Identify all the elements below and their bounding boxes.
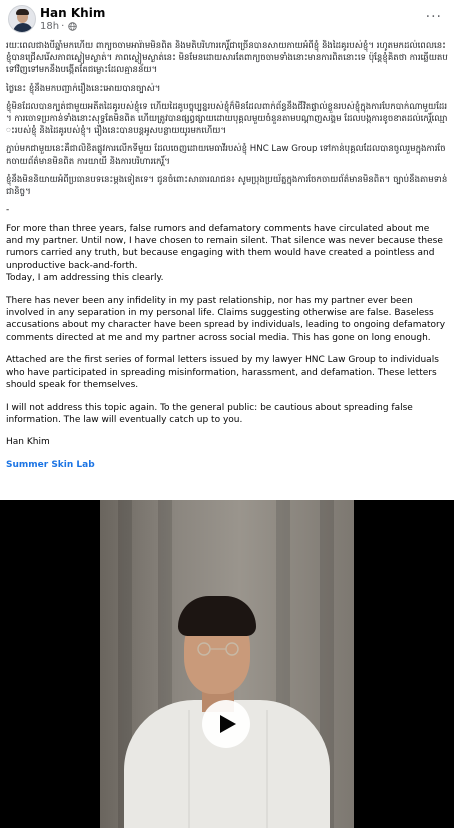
post-body [6, 40, 448, 481]
separator-dash: - [6, 205, 10, 216]
video-frame [100, 500, 354, 828]
english-line: Today, I am addressing this clearly. [6, 273, 164, 284]
khmer-paragraph: ខ្ញុំនឹងមិននិយាយអំពីប្រធានបទនេះម្តងទៀតទេ។ ជូនចំពោះសាធារណជន៖ សូមប្រុងប្រយ័ត្នក្នុងការចែកចាយព័ត៌មានមិនពិត។ ច្បាប់នឹងតាមទាន់ជានិច្ច។ [6, 174, 448, 198]
english-paragraph [6, 223, 448, 285]
english-line: For more than three years, false rumors and defamatory comments have circulated about me and my partner. Until now, I have chosen to remain silent. That silence was never because these rumors carried any truth, but because engaging with them would have created a pointless and unproductive back-and-forth. [6, 223, 443, 271]
person-hair [178, 596, 256, 636]
shirt-texture [188, 710, 190, 828]
english-paragraph: Attached are the first series of formal letters issued by my lawyer HNC Law Group to individuals who have participated in spreading misinformation, harassment, and defamation. These letters should speak for themselves. [6, 355, 439, 391]
khmer-paragraph: ថ្ងៃនេះ ខ្ញុំនឹងមកបញ្ជាក់រឿងនេះអោយបានច្បាស់។ [6, 83, 161, 94]
author-avatar[interactable] [8, 5, 36, 33]
signature: Han Khim [6, 437, 50, 448]
glasses [190, 642, 246, 656]
avatar-hair [16, 9, 29, 15]
khmer-paragraph: ភ្ជាប់មកជាមួយនេះគឺជាលិខិតផ្លូវការលើកទីមួយ ដែលចេញដោយមេធាវីរបស់ខ្ញុំ HNC Law Group ទៅកាន់បុគ្គលដែលបានចូលរួមក្នុងការចែកចាយព័ត៌មានមិនពិត ការយាយី និងការបរិហារកេរ្តិ៍។ [6, 144, 446, 167]
avatar-body [13, 23, 33, 33]
english-paragraph: There has never been any infidelity in my past relationship, nor has my partner ever been involved in any separation in my personal life. Claims suggesting otherwise are false. Baseless accusations about my character have been spread by individuals, leading to ongoing defamatory comments directed at me and my partner across social media. This has gone on long enough. [6, 295, 446, 343]
globe-icon [68, 22, 77, 31]
post-header [0, 0, 454, 38]
english-text [6, 223, 448, 472]
more-horizontal-icon[interactable]: ··· [425, 9, 442, 25]
play-icon [219, 714, 237, 734]
play-button[interactable] [202, 700, 250, 748]
khmer-text [6, 40, 448, 198]
post-time[interactable]: 18h [40, 21, 60, 32]
english-paragraph: I will not address this topic again. To the general public: be cautious about spreading false information. The law will eventually catch up to you. [6, 402, 413, 425]
page-link[interactable]: Summer Skin Lab [6, 459, 95, 470]
post-meta [40, 21, 77, 32]
video-player[interactable] [0, 500, 454, 828]
author-name[interactable]: Han Khim [40, 6, 106, 20]
khmer-paragraph: ខ្ញុំមិនដែលបានក្បត់ជាមួយអតីតដៃគូរបស់ខ្ញុំទេ ហើយដៃគូបច្ចុប្បន្នរបស់ខ្ញុំក៏មិនដែលពាក់ព័ន្ធនឹងជីវិតផ្ទាល់ខ្លួនរបស់ខ្ញុំក្នុងការបែកបាក់ណាមួយដែរ។ ការចោទប្រកាន់ទាំងនោះសុទ្ធតែមិនពិត ហើយត្រូវបានផ្សព្វផ្សាយដោយបុគ្គលមួយចំនួនតាមបណ្តាញសង្គម ដែលបង្កការខូចខាតដល់កេរ្តិ៍ឈ្មោះរបស់ខ្ញុំ និងដៃគូរបស់ខ្ញុំ។ រឿងនេះបានបន្តអូសបន្លាយយូរមកហើយ។ [6, 101, 448, 137]
meta-separator: · [61, 21, 65, 32]
shirt-texture [266, 710, 268, 828]
khmer-paragraph: រយៈពេលជាងបីឆ្នាំមកហើយ ពាក្យចចាមអារ៉ាមមិនពិត និងមតិបរិហារកេរ្តិ៍ជាច្រើនបានសាយភាយអំពីខ្ញុំ និងដៃគូរបស់ខ្ញុំ។ រហូតមកដល់ពេលនេះ ខ្ញុំបានជ្រើសរើសភាពស្ងៀមស្ងាត់។ ភាពស្ងៀមស្ងាត់នេះ មិនមែនដោយសារតែពាក្យចចាមទាំងនោះមានការពិតនោះទេ ប៉ុន្តែខ្ញុំគិតថា ការឆ្លើយតបទៅវិញទៅមកនឹងបង្កើតតែជម្លោះដែលគ្មានន័យ។ [6, 41, 448, 76]
